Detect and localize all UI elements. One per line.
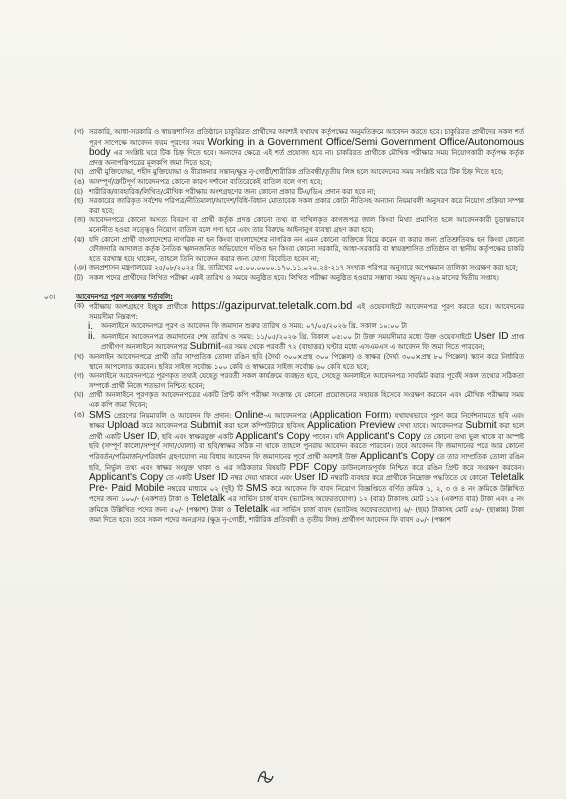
signature-initials [255, 764, 277, 788]
text-run: অনলাইনে আবেদনপত্র পূরণ ও আবেদন ফি জমাদান শুরুর তারিখ ও সময়: ০৭/০৫/২০২৬ খ্রি. সকাল ১০:০০ টা [101, 322, 408, 331]
latin-text-run: Applicant's Copy [235, 430, 310, 442]
section-title: আবেদনপত্র পূরণ সংক্রান্ত শর্তাবলি: [76, 292, 173, 301]
text-run: সরকারি, আধা-সরকারি ও স্বায়ত্তশাসিত প্রতিষ্ঠানে চাকুরিরত প্রার্থীদের অবশ্যই যথাযথ কর্তৃপক্ষের অনুমতিক্রমে আবেদন করতে হবে। চাকুরিরত প্রার্থীদের সকল শর্ত পূরণ সাপেক্ষে আবেদন ফরম পূরণের সময় [89, 128, 524, 147]
latin-text-run: SMS [245, 482, 268, 494]
text-run: প্রার্থী অনলাইনে পূরণকৃত আবেদনপত্রের একটি প্রিন্ট কপি পরীক্ষা সংক্রান্ত যে কোনো প্রয়োজনের সহায়ক হিসেবে সংরক্ষণ করবেন এবং মৌখিক পরীক্ষার সময় এক কপি জমা দিবেন; [89, 391, 524, 410]
latin-text-run: Teletalk [191, 493, 226, 505]
item-text [89, 411, 524, 526]
item-text [89, 216, 524, 235]
latin-text-run: Teletalk Pre- Paid Mobile [89, 472, 524, 494]
text-run: করে আবেদনপত্র [138, 422, 191, 431]
latin-text-run: Applicant's Copy [89, 472, 164, 484]
condition-item [74, 168, 524, 178]
item-text [89, 168, 524, 178]
text-run: অনলাইন আবেদনপত্রে প্রার্থী তাঁর সাম্প্রতিক তোলা রঙিন ছবি (দৈর্ঘ্য ৩০০×প্রস্থ ৩০০ পিক্সেল) ও স্বাক্ষর (দৈর্ঘ্য ৩০০×প্রস্থ ৮০ পিক্সেল) স্ক্যান করে নির্ধারিত স্থানে আপলোড করবেন। ছবির সাইজ সর্বোচ্চ ১০০ কেবি ও স্বাক্ষরের সাইজ সর্বোচ্চ ৬০ কেবি হতে হবে; [89, 353, 524, 371]
latin-text-run: Online [234, 409, 264, 421]
latin-text-run: Application Preview [307, 420, 395, 432]
text-run: তে একটি [163, 474, 195, 483]
item-marker: (খ) [74, 353, 84, 362]
text-run: -এ আবেদনপত্র ( [263, 411, 313, 420]
text-run: এর সার্ভিস চার্জ বাবদ (ভ্যাটসহ অফেরতযোগ্য) ১২ (বার) টাকাসহ মোট ১১২ (একশত বার) টাকা এবং ৫ নং ক্রমিকে উল্লিখিত পদের জন্য ৫০/- (পঞ্চাশ) টাকা ও [89, 495, 525, 514]
text-run: ) যথাযথভাবে পূরণ করে নির্দেশনামতে ছবি এবং স্বাক্ষর [89, 411, 524, 431]
text-run: করা হলে প্রার্থী একটি [89, 422, 524, 441]
text-run: তে কোনো তথ্য ভুল থাকে বা অস্পষ্ট ছবি (সম্পূর্ণ কালো/সম্পূর্ণ সাদা/ঘোলা) বা ছবি/স্বাক্ষর সঠিক না থাকে তাহলে পুনরায় আবেদন করতে পারবেন। তবে আবেদন ফি জমাদানের পরে আর কোনো পরিবর্তন/পরিমার্জন/পরিবর্ধন গ্রহণযোগ্য নয় বিধায় আবেদন ফি জমাদানের পূর্বে প্রার্থী অবশ্যই উক্ত [89, 432, 524, 461]
item-text [89, 178, 524, 188]
condition-item [74, 188, 524, 198]
item-text [89, 302, 524, 322]
latin-text-run: Submit [465, 420, 497, 432]
item-marker: (ঞ) [74, 264, 87, 273]
item-text [89, 372, 524, 391]
text-run: শারীরিক/ব্যবহারিক/লিখিত/মৌখিক পরীক্ষায় অংশগ্রহণের জন্য কোনো প্রকার টিএ/ডিএ প্রদান করা হবে না; [89, 187, 376, 196]
text-run: করা হলে কম্পিউটারে ছবিসহ [221, 422, 308, 431]
item-text [89, 353, 524, 372]
text-run: অসম্পূর্ণ/ত্রুটিপূর্ণ আবেদনপত্র কোনো কারণ দর্শানো ব্যতিরেকেই বাতিল বলে গণ্য হবে; [89, 177, 323, 186]
text-run: নম্বরের মাধ্যমে ০২ (দুই) টি [164, 484, 246, 493]
text-run: এর সংশ্লিষ্ট ঘরে টিক চিহ্ন দিতে হবে। অন্যদের ক্ষেত্রে এই শর্ত প্রযোজ্য হবে না। চাকরিরত প্রার্থীকে মৌখিক পরীক্ষার সময় নিয়োগকারী কর্তৃপক্ষ কর্তৃক প্রদত্ত অনাপত্তিপত্রের মূলকপি জমা দিতে হবে; [89, 149, 524, 167]
item-text [89, 188, 524, 198]
text-run: দেখা যাবে। আবেদনপত্র [394, 422, 466, 431]
latin-text-run: Application Form [312, 409, 389, 421]
item-marker: (ঘ) [74, 391, 84, 400]
latin-text-run: Applicant's Copy [346, 430, 421, 442]
application-condition-item [74, 302, 524, 322]
condition-item [74, 128, 524, 168]
text-run: , ছবি এবং স্বাক্ষরযুক্ত একটি [157, 432, 236, 441]
condition-item [74, 178, 524, 188]
item-text [89, 274, 524, 284]
application-condition-item [74, 353, 524, 372]
item-text [89, 236, 524, 265]
timeline-item [88, 332, 524, 353]
latin-text-run: SMS [89, 409, 111, 421]
item-marker: (ছ) [74, 197, 84, 206]
text-run: এই ওয়েবসাইটে আবেদনপত্র পূরণ করতে হবে। আবেদনের সময়সীমা নিম্নরূপ: [89, 303, 524, 321]
item-marker: (গ) [74, 128, 84, 136]
latin-text-run: PDF Copy [289, 461, 338, 473]
condition-item [74, 264, 524, 274]
document-body [44, 128, 525, 525]
item-marker: (ঙ) [74, 177, 85, 186]
latin-text-run: Upload [107, 420, 139, 432]
condition-item [74, 274, 524, 284]
item-marker: (ঙ) [74, 410, 85, 419]
timeline-text [101, 332, 524, 353]
item-text [89, 128, 524, 168]
item-marker: (ট) [74, 273, 84, 282]
section-number: ০৩। [44, 292, 56, 301]
latin-text-run: Submit [189, 341, 221, 353]
timeline-item [88, 322, 524, 332]
text-run: সকল পদের প্রার্থীদের লিখিত পরীক্ষা একই তারিখ ও সময়ে অনুষ্ঠিত হবে। লিখিত পরীক্ষা অনুষ্ঠিত হওয়ার সম্ভাব্য সময় জুন/২০২৬ মাসের দ্বিতীয় সপ্তাহ। [89, 273, 499, 282]
roman-marker: ii. [88, 330, 96, 342]
application-conditions-list [74, 302, 524, 322]
item-marker: (ক) [74, 302, 85, 311]
text-run: করে আবেদন ফি বাবদ নিয়োগ বিজ্ঞপ্তিতে বর্ণিত ক্রমিক ১, ২, ৩ ও ৪ নং ক্রমিকে উল্লিখিত পদের জন্য ১০০/- (একশত) টাকা ও [89, 484, 524, 504]
text-run: তে তার সাম্প্রতিক তোলা রঙিন ছবি, নির্ভুল তথ্য এবং স্বাক্ষর সংযুক্ত থাকা ও এর সঠিকতার বিষয়টি [89, 453, 525, 472]
text-run: নম্বর দেয়া থাকবে এবং [228, 474, 295, 483]
text-run: অনলাইনে আবেদনপত্র জমাদানের শেষ তারিখ ও সময়: ১১/০৫/২০২৬ খ্রি. বিকাল ০৫:০০ টা উক্ত সময়সীমার মধ্যে উক্ত ওয়েবসাইটে [101, 332, 475, 341]
application-conditions-list-continued [74, 353, 524, 525]
text-run: সরকারের জারিকৃত সর্বশেষ পরিপত্র/নীতিমালা/আদেশ/বিধি-বিধান মোতাবেক সকল প্রকার কোটা নীতিসহ অন্যান্য নিয়মাবলী অনুসরণ করে নিয়োগ প্রক্রিয়া সম্পন্ন করা হবে; [89, 197, 524, 215]
text-run: আবেদনপত্রে কোনো অসত্য বিবরণ বা প্রার্থী কর্তৃক প্রদত্ত কোনো তথ্য বা দাখিলকৃত কাগজপত্র জাল কিংবা মিথ্যা প্রমাণিত হলে আবেদনকারী চূড়ান্তভাবে মনোনীত হওয়া সত্ত্বেও নিয়োগ বাতিল বলে গণ্য হবে এবং তার বিরুদ্ধে আইনানুগ ব্যবস্থা গ্রহণ করা হবে; [89, 216, 524, 234]
item-text [89, 391, 524, 410]
latin-text-run: User ID [474, 330, 509, 342]
text-run: পরীক্ষায় অংশগ্রহণে ইচ্ছুক প্রার্থীকে [89, 303, 192, 312]
conditions-list [74, 128, 524, 284]
text-run: অনলাইনে আবেদনপত্রে পূরণকৃত তথ্যই যেহেতু পরবর্তী সকল কার্যক্রমে ব্যবহৃত হবে, সেহেতু অনলাইনে আবেদনপত্র সাবমিট করার পূর্বেই সকল তথ্যের সঠিকতা সম্পর্কে প্রার্থী নিজে শতভাগ নিশ্চিত হবেন; [89, 372, 524, 390]
latin-text-run: Applicant's Copy [359, 451, 435, 462]
timeline-text [101, 322, 524, 332]
latin-text-run: Working in a Government Office/Semi Government Office/Autonomous body [89, 136, 525, 159]
text-run: যদি কোনো প্রার্থী বাংলাদেশের নাগরিক না হন কিংবা বাংলাদেশের নাগরিক নন এমন কোনো ব্যক্তিকে বিয়ে করেন বা করার জন্য প্রতিশ্রুতিবদ্ধ হন কিংবা কোনো ফৌজদারি আদালত কর্তৃক নৈতিক স্খলনজনিত অভিযোগে দণ্ডিত হন কিংবা কোনো সরকারি, আধা-সরকারি বা স্বায়ত্তশাসিত প্রতিষ্ঠান বা স্থানীয় কর্তৃপক্ষের চাকরি হতে বরখাস্ত হয়ে থাকেন, তাহলে তিনি আবেদন করার জন্য যোগ্য বিবেচিত হবেন না; [89, 235, 524, 263]
text-run: প্রেরণের নিয়মাবলি ও আবেদন ফি প্রদান: [110, 411, 235, 420]
text-run: নম্বরটি ব্যবহার করে প্রার্থীকে নিম্নোক্ত পদ্ধতিতে যে কোনো [328, 474, 491, 483]
item-marker: (জ) [74, 216, 86, 225]
condition-item [74, 236, 524, 265]
item-marker: (চ) [74, 187, 84, 196]
text-run: ডাউনলোডপূর্বক নিশ্চিত করে রঙিন প্রিন্ট করে সংরক্ষণ করবেন। [337, 463, 525, 472]
roman-marker: i. [88, 321, 93, 333]
application-condition-item [74, 411, 524, 526]
application-condition-item [74, 391, 524, 410]
application-condition-item [74, 372, 524, 391]
timeline-list [74, 322, 524, 353]
item-marker: (গ) [74, 372, 84, 381]
item-text [89, 197, 524, 216]
latin-text-run: Teletalk [234, 503, 268, 515]
latin-text-run: User ID [194, 472, 229, 484]
latin-text-run: User ID [294, 472, 329, 484]
text-run: প্রার্থী মুক্তিযোদ্ধা, শহীদ মুক্তিযোদ্ধা ও বীরাঙ্গনার সন্তান/ক্ষুদ্র নৃ-গোষ্ঠী/শারীরিক প্রতিবন্ধী/তৃতীয় লিঙ্গ হলে আবেদনের সময় সংশ্লিষ্ট ঘরে টিক চিহ্ন দিতে হবে; [89, 168, 504, 177]
condition-item [74, 197, 524, 216]
item-marker: (ঝ) [74, 235, 85, 244]
latin-text-run: Submit [190, 420, 222, 432]
condition-item [74, 216, 524, 235]
text-run: জনপ্রশাসন মন্ত্রণালয়ের ২৫/০৮/২০২৫ খ্রি. তারিখের ০৫.০০.০০০০.১৭০.১১.০২০.২৪-২১৭ সংখ্যক পরিপত্র অনুসারে অপেক্ষমান তালিকা সংরক্ষণ করা হবে; [89, 264, 519, 273]
text-run: -এর সময় থেকে পরবর্তী ৭২ (বাহাত্তর) ঘণ্টার মধ্যে এসএমএস এ আবেদন ফি জমা দিতে পারবেন; [220, 343, 485, 352]
text-run: পাবেন। যদি [309, 432, 347, 441]
item-text [89, 264, 524, 274]
latin-text-run: User ID [123, 430, 158, 442]
item-marker: (ঘ) [74, 168, 84, 177]
text-run: এর সার্ভিস চার্জ বাবদ (ভ্যাটসহ অফেরতযোগ্য) ৬/- (ছয়) টাকাসহ মোট ৫৬/- (ছাপ্পান্ন) টাকা জমা দিতে হবে। তবে সকল পদের অনগ্রসর (ক্ষুদ্র নৃ-গোষ্ঠী, শারীরিক প্রতিবন্ধী ও তৃতীয় লিঙ্গ) প্রার্থীগণ আবেদন ফি বাবদ ৫০/- (পঞ্চাশ [89, 505, 525, 524]
latin-text-run: https://gazipurvat.teletalk.com.bd [191, 300, 353, 313]
text-run: প্রাপ্ত প্রার্থীগণ অনলাইনে আবেদনপত্র [101, 332, 524, 352]
